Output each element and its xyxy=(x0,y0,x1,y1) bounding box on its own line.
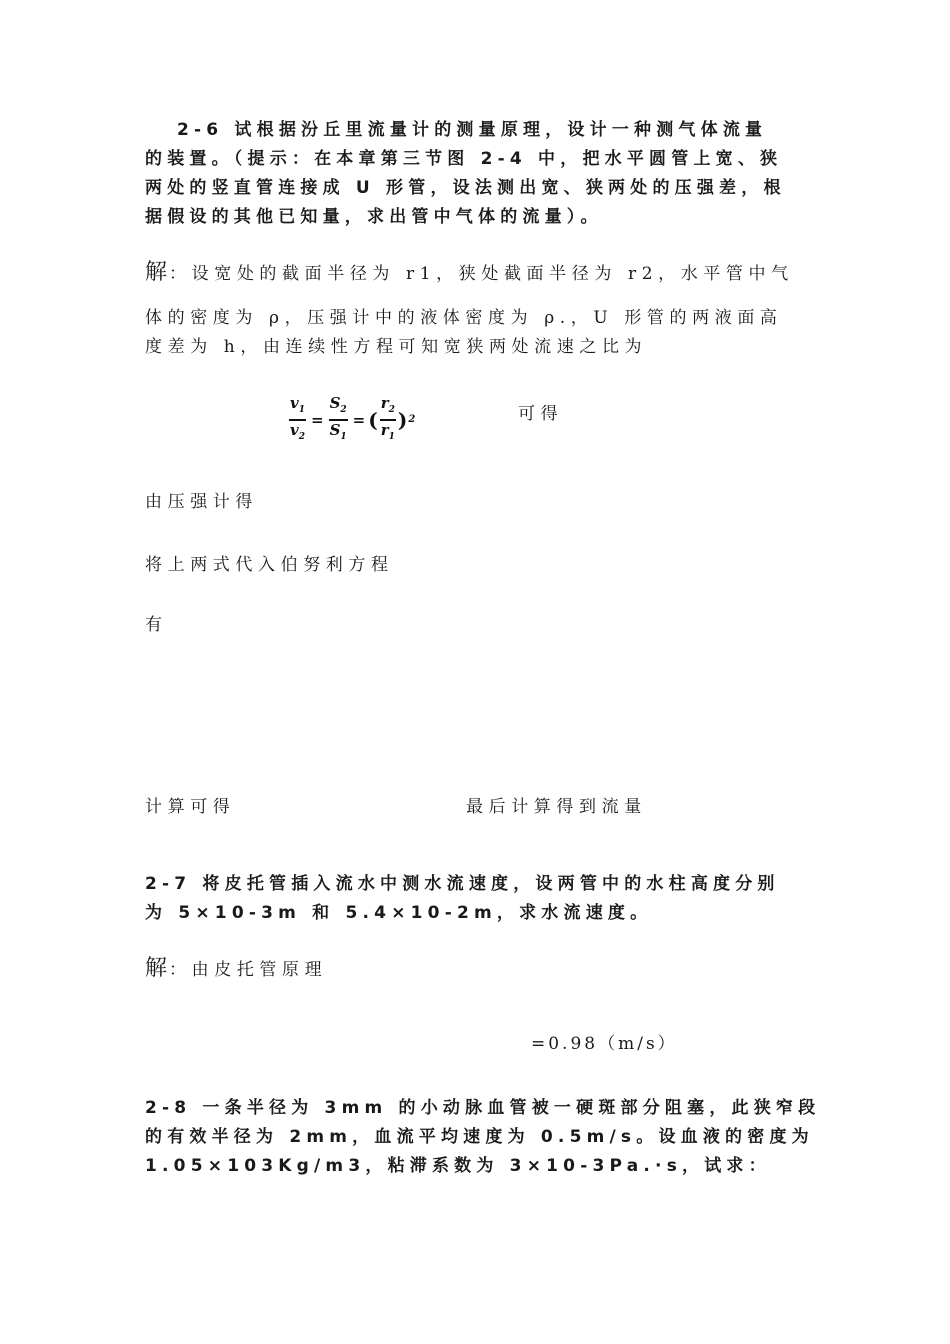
problem-2-7-line-2: 为 5×10-3m 和 5.4×10-2m，求水流速度。 xyxy=(145,903,653,923)
solution-2-6-body xyxy=(145,304,805,362)
frac-r2-r1: $\frac{r_2}{r_1}$ xyxy=(380,394,395,442)
solution-2-6-text-1: ：设宽处的截面半径为 r1，狭处截面半径为 r2，水平管中气 xyxy=(169,264,794,284)
solution-2-7-text: ：由皮托管原理 xyxy=(169,960,328,980)
left-paren: ( xyxy=(368,407,378,432)
equals-sign-1: = xyxy=(310,410,324,429)
frac-v1-v2: $\frac{v_1}{v_2}$ xyxy=(290,394,305,442)
solution-2-6-line-2: 体的密度为 ρ，压强计中的液体密度为 ρ.，U 形管的两液面高 xyxy=(145,308,783,328)
text-kede: 可得 xyxy=(518,404,564,424)
frac-s2-s1: $\frac{S_2}{S_1}$ xyxy=(329,394,347,442)
text-final-flow: 最后计算得到流量 xyxy=(466,797,647,817)
solution-2-6-line-1-wrap xyxy=(145,258,805,289)
problem-2-6-line-1: 2-6 试根据汾丘里流量计的测量原理，设计一种测气体流量 xyxy=(177,120,768,140)
text-you: 有 xyxy=(145,615,168,635)
equals-sign-2: = xyxy=(352,410,366,429)
problem-2-6 xyxy=(145,116,805,232)
text-bernoulli: 将上两式代入伯努利方程 xyxy=(145,555,394,575)
solution-label-2: 解 xyxy=(145,956,170,981)
exponent: 2 xyxy=(408,414,416,426)
solution-2-6-line-3: 度差为 h，由连续性方程可知宽狭两处流速之比为 xyxy=(145,337,648,357)
velocity-result: =0.98（m/s） xyxy=(531,1034,678,1054)
solution-2-6-line-1 xyxy=(145,258,805,289)
problem-2-8-line-1: 2-8 一条半径为 3mm 的小动脉血管被一硬斑部分阻塞，此狭窄段 xyxy=(145,1098,821,1118)
problem-2-6-line-3: 两处的竖直管连接成 U 形管，设法测出宽、狭两处的压强差，根 xyxy=(145,178,786,198)
text-pressure-gauge: 由压强计得 xyxy=(145,492,258,512)
problem-2-7 xyxy=(145,870,805,928)
problem-2-8-line-3: 1.05×103Kg/m3，粘滞系数为 3×10-3Pa.·s，试求： xyxy=(145,1156,771,1176)
right-paren: ) xyxy=(397,407,408,432)
problem-2-8-line-2: 的有效半径为 2mm，血流平均速度为 0.5m/s。设血液的密度为 xyxy=(145,1127,814,1147)
problem-2-6-line-2: 的装置。（提示：在本章第三节图 2-4 中，把水平圆管上宽、狭 xyxy=(145,149,783,169)
problem-2-7-line-1: 2-7 将皮托管插入流水中测水流速度，设两管中的水柱高度分别 xyxy=(145,874,780,894)
solution-2-7 xyxy=(145,954,805,985)
velocity-ratio-formula xyxy=(287,394,415,446)
solution-2-7-line-1 xyxy=(145,954,805,985)
solution-label: 解 xyxy=(145,260,170,285)
problem-2-6-line-4: 据假设的其他已知量，求出管中气体的流量）。 xyxy=(145,207,603,227)
problem-2-8 xyxy=(145,1094,821,1181)
text-calc: 计算可得 xyxy=(145,797,236,817)
